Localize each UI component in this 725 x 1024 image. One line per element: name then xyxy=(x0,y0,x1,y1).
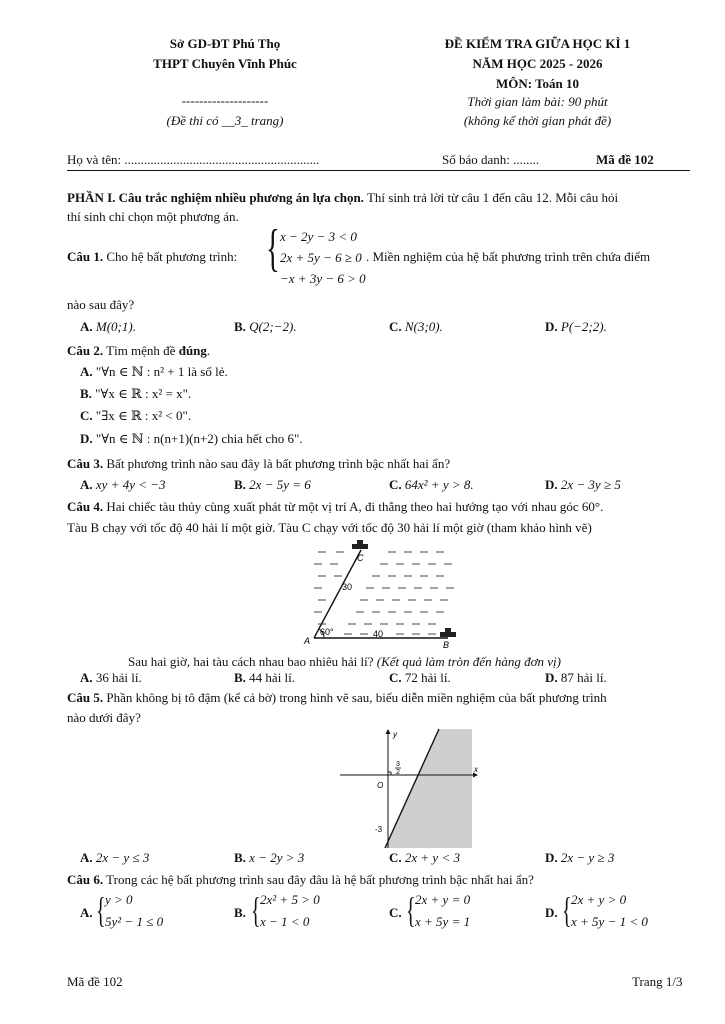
q5-option-b-text: x − 2y > 3 xyxy=(249,850,305,865)
q3-option-a-text: xy + 4y < −3 xyxy=(95,477,166,492)
q5-option-d-text: 2x − y ≥ 3 xyxy=(560,850,615,865)
q2-bold: đúng xyxy=(178,343,207,358)
q6-option-b-brace: { xyxy=(251,890,261,930)
label-a: A xyxy=(304,636,311,646)
exam-code: Mã đề 102 xyxy=(596,152,654,167)
q5-option-c-letter: C. xyxy=(389,850,402,865)
q4-option-c[interactable] xyxy=(389,670,451,686)
label-frac-num: 3 xyxy=(396,761,400,768)
q3-option-c[interactable] xyxy=(389,477,474,493)
q2-option-b-text: "∀x ∈ ℝ : x² = x". xyxy=(95,386,192,401)
header-dashes: -------------------- xyxy=(181,93,269,108)
q3-option-c-text: 64x² + y > 8. xyxy=(404,477,474,492)
q1-option-c-text: N(3;0). xyxy=(404,319,443,334)
q6-option-a-line1: y > 0 xyxy=(105,892,133,907)
q2-option-d[interactable] xyxy=(80,431,303,447)
q6-text: Trong các hệ bất phương trình sau đây đâu là hệ bất phương trình bậc nhất hai ẩn? xyxy=(106,872,534,887)
q6-option-a-line2: 5y² − 1 ≤ 0 xyxy=(105,914,164,929)
q6-label: Câu 6. xyxy=(67,872,104,887)
q6-option-c-line2: x + 5y = 1 xyxy=(415,914,471,929)
q6-option-b[interactable] xyxy=(234,905,246,921)
q2-label: Câu 2. xyxy=(67,343,104,358)
subject: MÔN: Toán 10 xyxy=(495,76,580,91)
q6-option-c-brace: { xyxy=(406,890,416,930)
q6-option-a-letter: A. xyxy=(80,905,93,920)
q1-prompt xyxy=(67,249,237,265)
q2-option-d-letter: D. xyxy=(80,431,93,446)
q6-option-d[interactable] xyxy=(545,905,558,921)
q1-eq1: x − 2y − 3 < 0 xyxy=(280,229,357,244)
q5-option-b-letter: B. xyxy=(234,850,246,865)
q2-dot: . xyxy=(206,343,211,358)
q1-option-c[interactable] xyxy=(389,319,443,335)
q4-after-plain: Sau hai giờ, hai tàu cách nhau bao nhiêu hải lí? xyxy=(128,654,374,669)
q1-option-b-letter: B. xyxy=(234,319,246,334)
q3-text: Bất phương trình nào sau đây là bất phương trình bậc nhất hai ẩn? xyxy=(106,456,451,471)
q6-option-b-letter: B. xyxy=(234,905,246,920)
q1-text-cont: nào sau đây? xyxy=(67,297,135,312)
label-60: 60° xyxy=(320,627,334,637)
q5-line1: Phần không bị tô đậm (kể cả bờ) trong hình vẽ sau, biểu diễn miền nghiệm của bất phương trình xyxy=(106,690,607,705)
label-x: x xyxy=(474,765,478,774)
q1-text-before: Cho hệ bất phương trình: xyxy=(106,249,238,264)
q5-option-c-text: 2x + y < 3 xyxy=(404,850,460,865)
q2-text: Tìm mệnh đề xyxy=(106,343,176,358)
q6-option-c-letter: C. xyxy=(389,905,402,920)
q4-after-italic: (Kết quả làm tròn đến hàng đơn vị) xyxy=(376,654,561,669)
q1-label: Câu 1. xyxy=(67,249,104,264)
part1-instr1: Thí sinh trả lời từ câu 1 đến câu 12. Mỗi câu hỏi xyxy=(366,190,619,205)
sea-dashes xyxy=(314,552,454,634)
q6-option-b-line2: x − 1 < 0 xyxy=(260,914,310,929)
q4-line2: Tàu B chạy với tốc độ 40 hải lí một giờ. Tàu C chạy với tốc độ 30 hải lí một giờ (tham khảo hình vẽ) xyxy=(67,520,592,535)
q1-option-d-text: P(−2;2). xyxy=(560,319,607,334)
q4-option-c-letter: C. xyxy=(389,670,402,685)
shaded-region xyxy=(385,729,472,848)
q2-option-b[interactable] xyxy=(80,386,191,402)
q4-line1: Hai chiếc tàu thủy cùng xuất phát từ một vị trí A, đi thẳng theo hai hướng tạo với nhau góc 60°. xyxy=(106,499,604,514)
q3-prompt xyxy=(67,456,450,472)
q3-option-d-text: 2x − 3y ≥ 5 xyxy=(560,477,621,492)
part1-title: PHẦN I. Câu trắc nghiệm nhiều phương án lựa chọn. xyxy=(67,190,364,205)
q4-option-d-text: 87 hải lí. xyxy=(560,670,607,685)
label-30: 30 xyxy=(342,582,353,592)
q3-option-d[interactable] xyxy=(545,477,621,493)
q3-option-a-letter: A. xyxy=(80,477,93,492)
q5-option-a-letter: A. xyxy=(80,850,93,865)
q2-prompt xyxy=(67,343,210,359)
q1-option-a-text: M(0;1). xyxy=(95,319,136,334)
part1-instr2: thí sinh chỉ chọn một phương án. xyxy=(67,209,239,224)
footer-code: Mã đề 102 xyxy=(67,974,123,989)
q5-option-d-letter: D. xyxy=(545,850,558,865)
q6-option-a-brace: { xyxy=(96,890,106,930)
part1-line1 xyxy=(67,190,618,206)
q6-prompt xyxy=(67,872,534,888)
label-b: B xyxy=(443,640,450,650)
label-neg3: -3 xyxy=(375,825,383,834)
q5-line2: nào dưới đây? xyxy=(67,710,141,725)
q2-option-a-letter: A. xyxy=(80,364,93,379)
q5-label: Câu 5. xyxy=(67,690,104,705)
q3-option-d-letter: D. xyxy=(545,477,558,492)
exam-title: ĐỀ KIỂM TRA GIỮA HỌC KÌ 1 xyxy=(444,36,631,51)
q4-option-d-letter: D. xyxy=(545,670,558,685)
q5-option-b[interactable] xyxy=(234,850,304,866)
q5-prompt xyxy=(67,690,607,706)
q4-label: Câu 4. xyxy=(67,499,104,514)
footer-page: Trang 1/3 xyxy=(632,974,683,989)
q2-option-c-letter: C. xyxy=(80,408,93,423)
q4-option-b[interactable] xyxy=(234,670,295,686)
q4-prompt xyxy=(67,499,603,515)
q1-eq2: 2x + 5y − 6 ≥ 0 xyxy=(280,250,362,265)
q6-option-c[interactable] xyxy=(389,905,402,921)
q3-label: Câu 3. xyxy=(67,456,104,471)
q4-option-d[interactable] xyxy=(545,670,607,686)
q2-option-c[interactable] xyxy=(80,408,191,424)
q3-option-c-letter: C. xyxy=(389,477,402,492)
q3-option-b-text: 2x − 5y = 6 xyxy=(249,477,311,492)
q6-option-c-line1: 2x + y = 0 xyxy=(415,892,471,907)
q4-figure xyxy=(300,540,470,650)
q4-option-a-letter: A. xyxy=(80,670,93,685)
q1-eq3: −x + 3y − 6 > 0 xyxy=(280,271,366,286)
q1-option-c-letter: C. xyxy=(389,319,402,334)
label-frac-den: 2 xyxy=(396,769,400,776)
q4-option-b-text: 44 hải lí. xyxy=(249,670,296,685)
q4-option-b-letter: B. xyxy=(234,670,246,685)
q1-option-d[interactable] xyxy=(545,319,607,335)
duration-note: (không kể thời gian phát đề) xyxy=(463,113,612,128)
q1-option-a-letter: A. xyxy=(80,319,93,334)
q6-option-b-line1: 2x² + 5 > 0 xyxy=(260,892,320,907)
q1-brace: { xyxy=(266,220,280,277)
label-origin: O xyxy=(377,781,384,790)
label-40: 40 xyxy=(373,629,384,639)
q1-option-d-letter: D. xyxy=(545,319,558,334)
q5-option-a-text: 2x − y ≤ 3 xyxy=(95,850,150,865)
q1-option-b-text: Q(2;−2). xyxy=(249,319,297,334)
q5-figure xyxy=(340,727,480,849)
q6-option-d-line1: 2x + y > 0 xyxy=(571,892,627,907)
school-year: NĂM HỌC 2025 - 2026 xyxy=(472,56,603,71)
q6-option-d-letter: D. xyxy=(545,905,558,920)
q1-option-b[interactable] xyxy=(234,319,297,335)
label-y: y xyxy=(393,730,397,739)
q3-option-b[interactable] xyxy=(234,477,311,493)
q4-option-a-text: 36 hải lí. xyxy=(95,670,142,685)
q1-text-after: . Miền nghiệm của hệ bất phương trình trên chứa điểm xyxy=(366,249,651,264)
name-field: Họ và tên: ............................................................ xyxy=(67,152,320,167)
q2-option-b-letter: B. xyxy=(80,386,92,401)
q2-option-a-text: "∀n ∈ ℕ : n² + 1 là số lẻ. xyxy=(95,364,228,379)
page-count: (Đề thi có __3_ trang) xyxy=(166,113,284,128)
q2-option-d-text: "∀n ∈ ℕ : n(n+1)(n+2) chia hết cho 6". xyxy=(95,431,303,446)
q6-option-d-line2: x + 5y − 1 < 0 xyxy=(571,914,648,929)
header-divider xyxy=(67,170,690,171)
y-axis-arrow-icon xyxy=(386,729,391,734)
q4-after xyxy=(128,654,561,670)
q4-option-a[interactable] xyxy=(80,670,142,686)
q6-option-a[interactable] xyxy=(80,905,93,921)
school-dept: Sở GD-ĐT Phú Thọ xyxy=(169,36,281,51)
q4-option-c-text: 72 hải lí. xyxy=(404,670,451,685)
q5-option-a[interactable] xyxy=(80,850,149,866)
q5-option-d[interactable] xyxy=(545,850,614,866)
q5-option-c[interactable] xyxy=(389,850,460,866)
ship-c-icon xyxy=(352,540,368,549)
q3-option-a[interactable] xyxy=(80,477,166,493)
q1-option-a[interactable] xyxy=(80,319,136,335)
ship-b-icon xyxy=(440,628,456,637)
duration: Thời gian làm bài: 90 phút xyxy=(467,94,608,109)
label-c: C xyxy=(357,553,364,563)
school-name: THPT Chuyên Vĩnh Phúc xyxy=(153,56,297,71)
q3-option-b-letter: B. xyxy=(234,477,246,492)
path-ac xyxy=(314,550,361,638)
q2-option-a[interactable] xyxy=(80,364,228,380)
id-field: Số báo danh: ........ xyxy=(442,152,540,167)
q6-option-d-brace: { xyxy=(562,890,572,930)
q2-option-c-text: "∃x ∈ ℝ : x² < 0". xyxy=(95,408,192,423)
